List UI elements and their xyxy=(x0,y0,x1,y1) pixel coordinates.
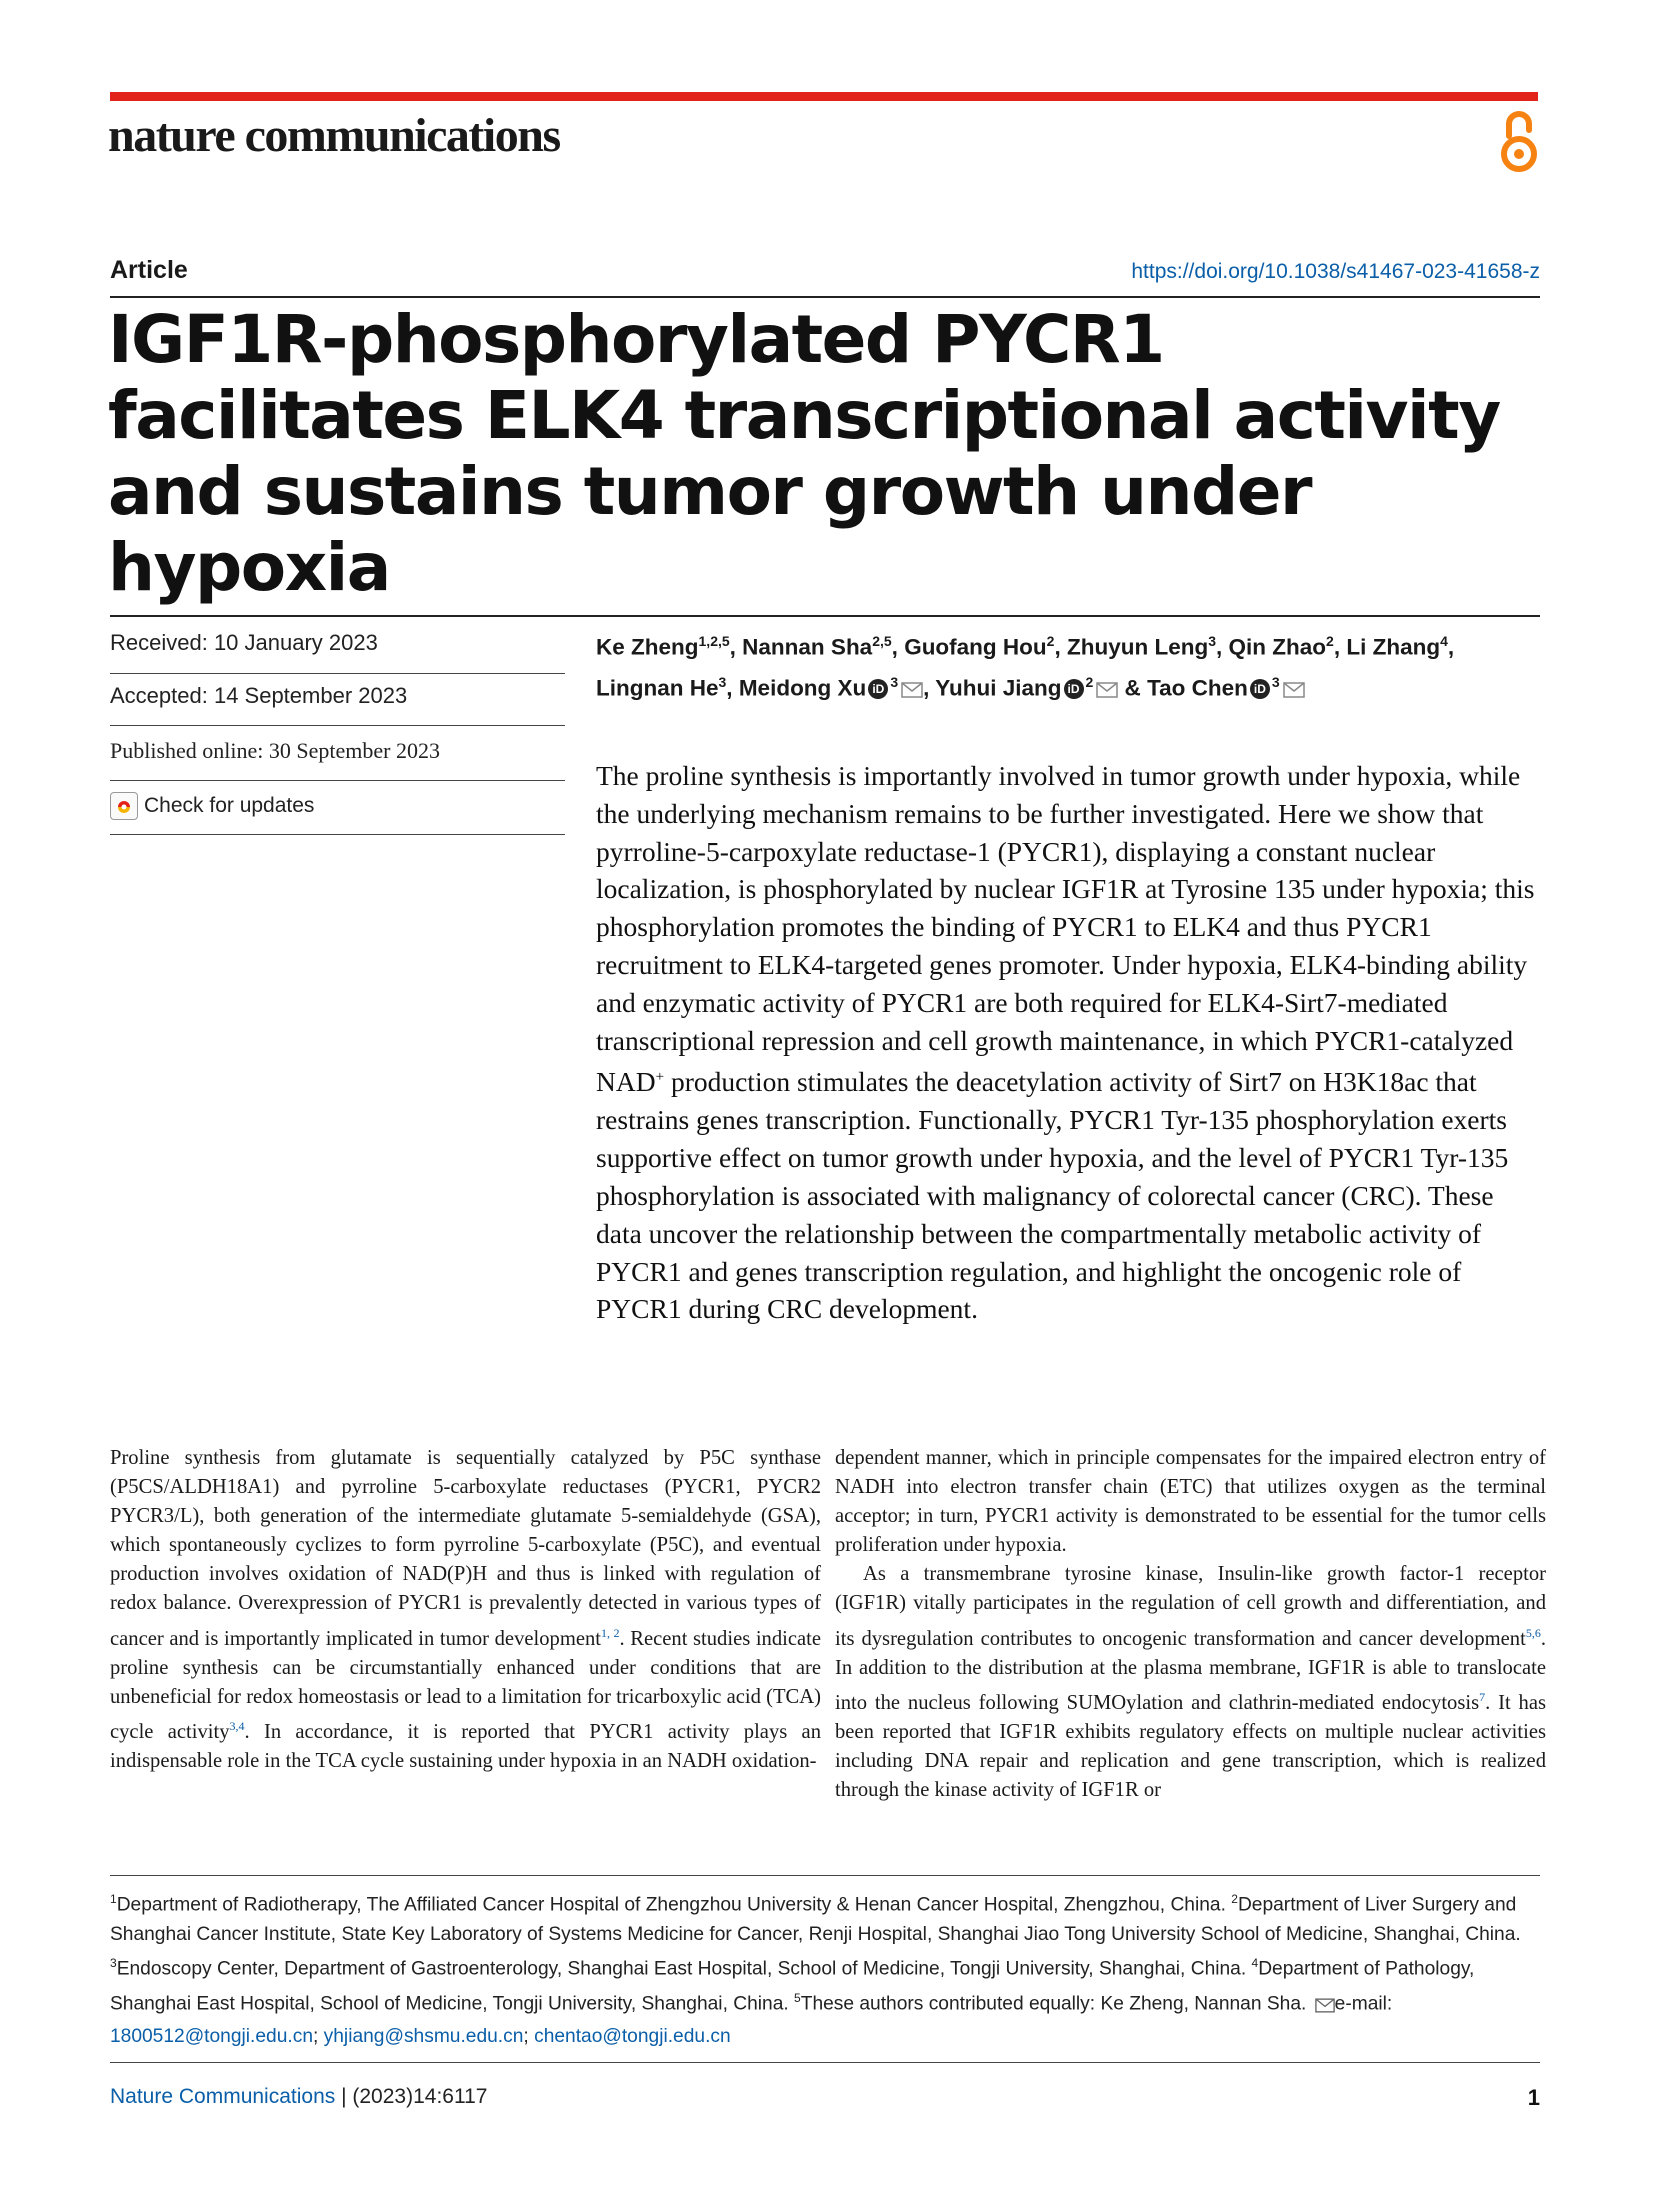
affiliation-sup: 3 xyxy=(890,673,899,690)
reference-link[interactable]: 3,4 xyxy=(229,1718,245,1733)
author-name[interactable]: Zhuyun Leng xyxy=(1066,634,1209,660)
footer-journal-link[interactable]: Nature Communications xyxy=(110,2085,336,2108)
author-name[interactable]: Ke Zheng xyxy=(596,634,699,660)
affiliation-sup: 2 xyxy=(1326,633,1334,649)
author-name[interactable]: Tao Chen xyxy=(1147,675,1248,700)
article-type: Article xyxy=(110,256,188,284)
separator: , xyxy=(726,675,739,700)
author-name[interactable]: Nannan Sha xyxy=(742,634,873,660)
affiliation-sup: 3 xyxy=(718,673,727,690)
received-date: Received: 10 January 2023 xyxy=(110,630,378,655)
email-label: e-mail: xyxy=(1334,1993,1393,2015)
reference-link[interactable]: 7 xyxy=(1479,1689,1486,1704)
author-name[interactable]: Qin Zhao xyxy=(1228,634,1327,660)
meta-divider xyxy=(110,834,565,835)
separator: , xyxy=(1333,634,1347,660)
reference-link[interactable]: 5,6 xyxy=(1525,1625,1541,1640)
affiliation-sup: 4 xyxy=(1440,633,1448,649)
meta-divider xyxy=(110,780,565,781)
email-link[interactable]: 1800512@tongji.edu.cn xyxy=(110,2026,313,2048)
affiliation-sup: 2,5 xyxy=(872,633,892,649)
affiliation-sup: 3 xyxy=(1271,673,1280,690)
article-title: IGF1R-phosphorylated PYCR1 facilitates ELK4 transcriptional activity and sustains tumor growth under hypoxia xyxy=(108,301,1500,606)
affiliations xyxy=(110,1885,1540,2052)
affiliation-text: Department of Liver Surgery and Shanghai Cancer Institute, State Key Laboratory of Systems Medicine for Cancer, Renji Hospital, Shanghai Jiao Tong University School of Medicine, Shanghai, China. xyxy=(110,1894,1521,1945)
body-text: . It has been reported that IGF1R exhibits regulatory effects on multiple nuclear activities including DNA repair and replication and gene transcription, which is realized through the kinase activity of IGF1R or xyxy=(835,1691,1546,1801)
author-name[interactable]: Li Zhang xyxy=(1346,634,1441,660)
body-column-left xyxy=(110,1444,821,1776)
body-text: As a transmembrane tyrosine kinase, Insulin-like growth factor-1 receptor (IGF1R) vitally participates in the regulation of cell growth and differentiation, and its dysregulation contributes to oncogenic transformation and cancer development xyxy=(835,1563,1546,1650)
published-date: Published online: 30 September 2023 xyxy=(110,738,440,763)
author-list xyxy=(596,624,1541,708)
affiliation-text: These authors contributed equally: Ke Zheng, Nannan Sha. xyxy=(800,1993,1312,2015)
check-updates-label: Check for updates xyxy=(144,794,315,817)
affiliation-text: Department of Pathology, Shanghai East Hospital, School of Medicine, Tongji University, Shanghai, China. xyxy=(110,1958,1475,2015)
body-text: Proline synthesis from glutamate is sequentially catalyzed by P5C synthase (P5CS/ALDH18A1) and pyrroline 5-carboxylate reductases (PYCR1, PYCR2 PYCR3/L), both generation of the intermediate glutamate 5-semialdehyde (GSA), which spontaneously cyclizes to form pyrroline 5-carboxylate (P5C), and eventual production involves oxidation of NAD(P)H and thus is linked with regulation of redox balance. Overexpression of PYCR1 is prevalently detected in various types of cancer and is importantly implicated in tumor development xyxy=(110,1447,821,1650)
body-column-right xyxy=(835,1444,1546,1805)
separator: , xyxy=(729,634,743,660)
affiliation-sup: 2 xyxy=(1085,673,1094,690)
mail-icon[interactable] xyxy=(1283,674,1305,708)
doi-link[interactable]: https://doi.org/10.1038/s41467-023-41658-z xyxy=(1131,260,1540,283)
open-access-icon xyxy=(1495,108,1543,176)
check-for-updates-button[interactable] xyxy=(110,792,565,820)
author-name[interactable]: Guofang Hou xyxy=(904,634,1047,660)
affiliation-sup: 3 xyxy=(1208,633,1217,649)
separator: , xyxy=(1054,634,1067,660)
affiliation-text: Endoscopy Center, Department of Gastroenterology, Shanghai East Hospital, School of Medicine, Tongji University, Shanghai, China. xyxy=(116,1958,1252,1980)
orcid-icon[interactable]: iD xyxy=(1064,679,1084,699)
footer-citation xyxy=(110,2085,487,2109)
paragraph xyxy=(835,1560,1546,1804)
abstract-text: production stimulates the deacetylation activity of Sirt7 on H3K18ac that restrains genes transcription. Functionally, PYCR1 Tyr-135 phosphorylation exerts supportive effect on tumor growth under hypoxia, and the level of PYCR1 Tyr-135 phosphorylation is associated with malignancy of colorectal cancer (CRC). These data uncover the relationship between the compartmentally metabolic activity of PYCR1 and genes transcription regulation, and highlight the oncogenic role of PYCR1 during CRC development. xyxy=(596,1066,1509,1325)
affiliation-number: 5 xyxy=(794,1991,801,2006)
abstract-text: The proline synthesis is importantly involved in tumor growth under hypoxia, while the underlying mechanism remains to be further investigated. Here we show that pyrroline-5-carpoxylate reductase-1 (PYCR1), displaying a constant nuclear localization, is phosphorylated by nuclear IGF1R at Tyrosine 135 under hypoxia; this phosphorylation promotes the binding of PYCR1 to ELK4 and thus PYCR1 recruitment to ELK4-targeted genes promoter. Under hypoxia, ELK4-binding ability and enzymatic activity of PYCR1 are both required for ELK4-Sirt7-mediated transcriptional repression and cell growth maintenance, in which PYCR1-catalyzed NAD xyxy=(596,760,1535,1098)
footer-rule xyxy=(110,2062,1540,2063)
footer-volume: | (2023)14:6117 xyxy=(335,2085,488,2108)
author-name[interactable]: Yuhui Jiang xyxy=(935,675,1062,700)
separator: & xyxy=(1118,675,1148,700)
affiliation-sup: 1,2,5 xyxy=(698,633,730,649)
mail-icon xyxy=(1315,1993,1335,2023)
page-number: 1 xyxy=(1527,2085,1540,2110)
author-name[interactable]: Meidong Xu xyxy=(738,675,867,700)
affiliation-sup: 2 xyxy=(1046,633,1055,649)
body-text: . In addition to the distribution at the plasma membrane, IGF1R is able to translocate into the nucleus following SUMOylation and clathrin-mediated endocytosis xyxy=(835,1627,1546,1714)
separator: , xyxy=(891,634,905,660)
reference-link[interactable]: 1, 2 xyxy=(601,1625,620,1640)
journal-logo[interactable]: nature communications xyxy=(108,109,560,162)
affiliation-number: 2 xyxy=(1231,1892,1238,1906)
paragraph: dependent manner, which in principle compensates for the impaired electron entry of NADH into electron transfer chain (ETC) that utilizes oxygen as the terminal acceptor; in turn, PYCR1 activity is demonstrated to be essential for the tumor cells proliferation under hypoxia. xyxy=(835,1447,1546,1557)
separator: ; xyxy=(523,2026,535,2048)
email-link[interactable]: chentao@tongji.edu.cn xyxy=(534,2026,731,2048)
affiliation-text: Department of Radiotherapy, The Affiliated Cancer Hospital of Zhengzhou University & Henan Cancer Hospital, Zhengzhou, China. xyxy=(116,1894,1232,1916)
affiliation-number: 4 xyxy=(1251,1956,1259,1971)
abstract xyxy=(596,757,1541,1328)
header-rule xyxy=(110,296,1540,298)
email-link[interactable]: yhjiang@shsmu.edu.cn xyxy=(323,2026,524,2048)
author-name[interactable]: Lingnan He xyxy=(596,675,719,700)
orcid-icon[interactable]: iD xyxy=(1250,679,1270,699)
check-updates-icon xyxy=(110,792,138,820)
meta-divider xyxy=(110,673,565,674)
separator: , xyxy=(1447,634,1455,660)
accepted-date: Accepted: 14 September 2023 xyxy=(110,683,408,708)
affiliation-number: 3 xyxy=(110,1956,117,1971)
body-text: . In accordance, it is reported that PYCR1 activity plays an indispensable role in the TCA cycle sustaining under hypoxia in an NADH oxidation- xyxy=(110,1720,821,1772)
header-top-bar xyxy=(110,92,1538,101)
separator: , xyxy=(923,675,936,700)
orcid-icon[interactable]: iD xyxy=(868,679,888,699)
separator: ; xyxy=(313,2026,324,2048)
separator: , xyxy=(1216,634,1229,660)
body-text: . Recent studies indicate proline synthesis can be circumstantially enhanced under conditions that are unbeneficial for redox homeostasis or lead to a limitation for tricarboxylic acid (TCA) cycle activity xyxy=(110,1627,822,1743)
affiliation-rule xyxy=(110,1875,1540,1876)
title-rule xyxy=(110,615,1540,617)
mail-icon[interactable] xyxy=(901,674,923,708)
mail-icon[interactable] xyxy=(1096,674,1118,708)
meta-divider xyxy=(110,725,565,726)
superscript: + xyxy=(655,1069,665,1086)
affiliation-number: 1 xyxy=(110,1892,117,1906)
